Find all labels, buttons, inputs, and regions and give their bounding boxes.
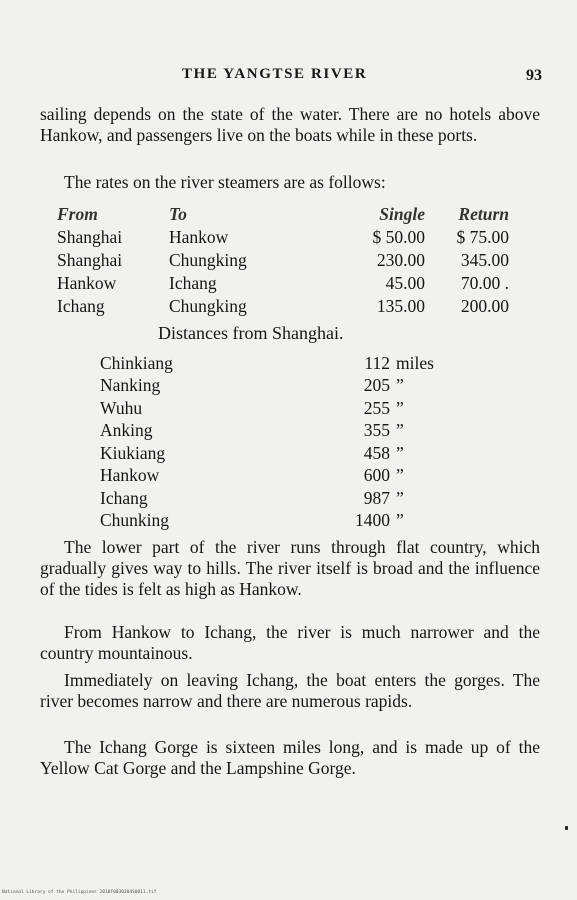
distance-miles: 355 bbox=[363, 420, 390, 441]
rates-row bbox=[57, 295, 509, 318]
body-paragraph bbox=[40, 670, 540, 712]
distance-row bbox=[100, 420, 456, 443]
distance-row bbox=[100, 442, 456, 465]
body-paragraph bbox=[40, 737, 540, 779]
rates-header-row bbox=[57, 203, 509, 226]
page-number: 93 bbox=[526, 67, 542, 84]
distance-miles: 112 bbox=[364, 352, 390, 373]
distance-place: Anking bbox=[100, 420, 153, 441]
distance-place: Hankow bbox=[100, 465, 160, 486]
rates-cell-single: 230.00 bbox=[376, 250, 425, 270]
rates-header-single: Single bbox=[379, 204, 425, 224]
rates-cell-to: Ichang bbox=[169, 273, 217, 293]
rates-intro bbox=[40, 172, 540, 193]
body-paragraph bbox=[40, 537, 540, 600]
intro-paragraph: sailing depends on the state of the water. There are no hotels above Hankow, and passengers live on the boats while in these ports. bbox=[40, 104, 540, 145]
rates-cell-return: 200.00 bbox=[460, 296, 509, 316]
distance-place: Kiukiang bbox=[100, 442, 166, 463]
running-title: THE YANGTSE RIVER bbox=[182, 66, 368, 82]
distance-unit: ” bbox=[396, 465, 404, 486]
rates-cell-return: 70.00 . bbox=[460, 273, 509, 293]
distance-row bbox=[100, 487, 456, 510]
distance-unit: ” bbox=[396, 510, 404, 531]
distance-miles: 600 bbox=[363, 465, 390, 486]
rates-cell-to: Chungking bbox=[169, 250, 247, 270]
rates-cell-single: 45.00 bbox=[385, 273, 425, 293]
body-paragraph-text: Immediately on leaving Ichang, the boat enters the gorges. The river becomes narrow and there are numerous rapids. bbox=[40, 670, 540, 711]
distance-miles: 458 bbox=[363, 442, 390, 463]
rates-row bbox=[57, 226, 509, 249]
rates-row bbox=[57, 249, 509, 272]
distance-place: Nanking bbox=[100, 375, 161, 396]
distance-place: Chinkiang bbox=[100, 352, 173, 373]
distance-row bbox=[100, 352, 456, 375]
distance-unit: ” bbox=[396, 375, 404, 396]
rates-cell-return: $ 75.00 bbox=[456, 227, 509, 247]
distance-unit: miles bbox=[396, 352, 434, 373]
rates-cell-return: 345.00 bbox=[460, 250, 509, 270]
body-paragraph bbox=[40, 622, 540, 664]
rates-header-to: To bbox=[169, 204, 187, 224]
rates-cell-from: Shanghai bbox=[57, 250, 123, 270]
page-header bbox=[0, 66, 577, 88]
distance-miles: 987 bbox=[363, 487, 390, 508]
rates-intro-text: The rates on the river steamers are as follows: bbox=[64, 172, 386, 192]
distance-row bbox=[100, 465, 456, 488]
rates-cell-from: Ichang bbox=[57, 296, 105, 316]
rates-cell-single: 135.00 bbox=[376, 296, 425, 316]
distance-miles: 255 bbox=[363, 397, 390, 418]
rates-header-return: Return bbox=[458, 204, 509, 224]
distance-miles: 205 bbox=[363, 375, 390, 396]
distance-unit: ” bbox=[396, 442, 404, 463]
rates-cell-to: Chungking bbox=[169, 296, 247, 316]
distance-place: Wuhu bbox=[100, 397, 143, 418]
body-paragraph-text: From Hankow to Ichang, the river is much narrower and the country mountainous. bbox=[40, 622, 540, 663]
distances-heading: Distances from Shanghai. bbox=[158, 323, 344, 343]
ink-speck bbox=[565, 826, 568, 830]
body-paragraph-text: The Ichang Gorge is sixteen miles long, and is made up of the Yellow Cat Gorge and the Lampshine Gorge. bbox=[40, 737, 540, 778]
distance-miles: 1400 bbox=[355, 510, 390, 531]
distance-row bbox=[100, 510, 456, 533]
distance-unit: ” bbox=[396, 487, 404, 508]
rates-header-from: From bbox=[57, 204, 98, 224]
rates-cell-single: $ 50.00 bbox=[372, 227, 425, 247]
distance-row bbox=[100, 397, 456, 420]
scan-footer: National Library of the Philippines 2010F0030304S0011.tif bbox=[2, 890, 157, 895]
rates-table bbox=[57, 203, 517, 318]
distance-row bbox=[100, 375, 456, 398]
distance-place: Chunking bbox=[100, 510, 170, 531]
distances-table bbox=[100, 352, 456, 532]
rates-cell-from: Shanghai bbox=[57, 227, 123, 247]
rates-cell-from: Hankow bbox=[57, 273, 117, 293]
distance-unit: ” bbox=[396, 397, 404, 418]
rates-row bbox=[57, 272, 509, 295]
body-paragraph-text: The lower part of the river runs through flat country, which gradually gives way to hills. The river itself is broad and the influence of the tides is felt as high as Hankow. bbox=[40, 537, 540, 599]
distance-place: Ichang bbox=[100, 487, 148, 508]
rates-cell-to: Hankow bbox=[169, 227, 229, 247]
distance-unit: ” bbox=[396, 420, 404, 441]
